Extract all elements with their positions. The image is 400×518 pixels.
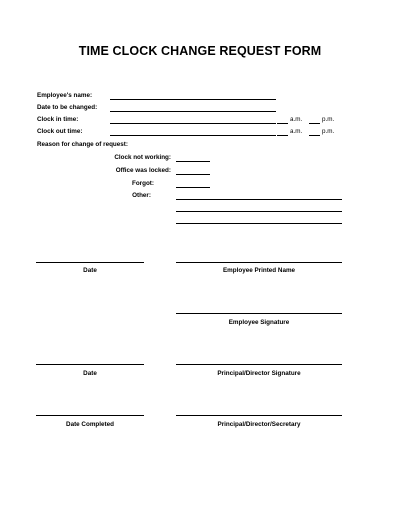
clock-out-line[interactable]	[110, 135, 276, 136]
clock-in-am-line[interactable]	[277, 123, 288, 124]
principal-signature-line[interactable]	[176, 364, 342, 365]
reason-forgot-label: Forgot:	[131, 180, 154, 187]
clock-in-line[interactable]	[110, 123, 276, 124]
clock-in-pm-label: p.m.	[322, 116, 335, 123]
employee-printed-caption: Employee Printed Name	[222, 267, 296, 274]
employee-name-label: Employee's name:	[37, 92, 93, 99]
employee-signature-caption: Employee Signature	[228, 319, 290, 326]
reason-other-line-2[interactable]	[176, 211, 342, 212]
principal-signature-caption: Principal/Director Signature	[217, 370, 301, 377]
date-completed-caption: Date Completed	[66, 421, 114, 428]
date-completed-line[interactable]	[36, 415, 144, 416]
reason-not-working-label: Clock not working:	[114, 154, 171, 161]
form-title: TIME CLOCK CHANGE REQUEST FORM	[78, 44, 322, 58]
reason-other-line-1[interactable]	[176, 199, 342, 200]
clock-out-pm-label: p.m.	[322, 128, 335, 135]
clock-out-am-label: a.m.	[290, 128, 303, 135]
reason-other-label: Other:	[132, 192, 151, 199]
principal-secretary-caption: Principal/Director/Secretary	[217, 421, 301, 428]
reason-not-working-line[interactable]	[176, 161, 210, 162]
date-line-2[interactable]	[36, 364, 144, 365]
date-to-change-line[interactable]	[110, 111, 276, 112]
reason-office-locked-line[interactable]	[176, 174, 210, 175]
date-to-change-label: Date to be changed:	[37, 104, 98, 111]
employee-printed-line[interactable]	[176, 262, 342, 263]
employee-signature-line[interactable]	[176, 313, 342, 314]
reason-forgot-line[interactable]	[176, 187, 210, 188]
date-caption-1: Date	[83, 267, 97, 274]
reason-office-locked-label: Office was locked:	[115, 167, 171, 174]
principal-secretary-line[interactable]	[176, 415, 342, 416]
date-caption-2: Date	[83, 370, 97, 377]
employee-name-line[interactable]	[110, 99, 276, 100]
clock-out-label: Clock out time:	[37, 128, 83, 135]
clock-in-pm-line[interactable]	[309, 123, 320, 124]
clock-in-am-label: a.m.	[290, 116, 303, 123]
clock-out-pm-line[interactable]	[309, 135, 320, 136]
clock-in-label: Clock in time:	[37, 116, 79, 123]
reason-label: Reason for change of request:	[37, 141, 128, 148]
date-line-1[interactable]	[36, 262, 144, 263]
reason-other-line-3[interactable]	[176, 223, 342, 224]
clock-out-am-line[interactable]	[277, 135, 288, 136]
